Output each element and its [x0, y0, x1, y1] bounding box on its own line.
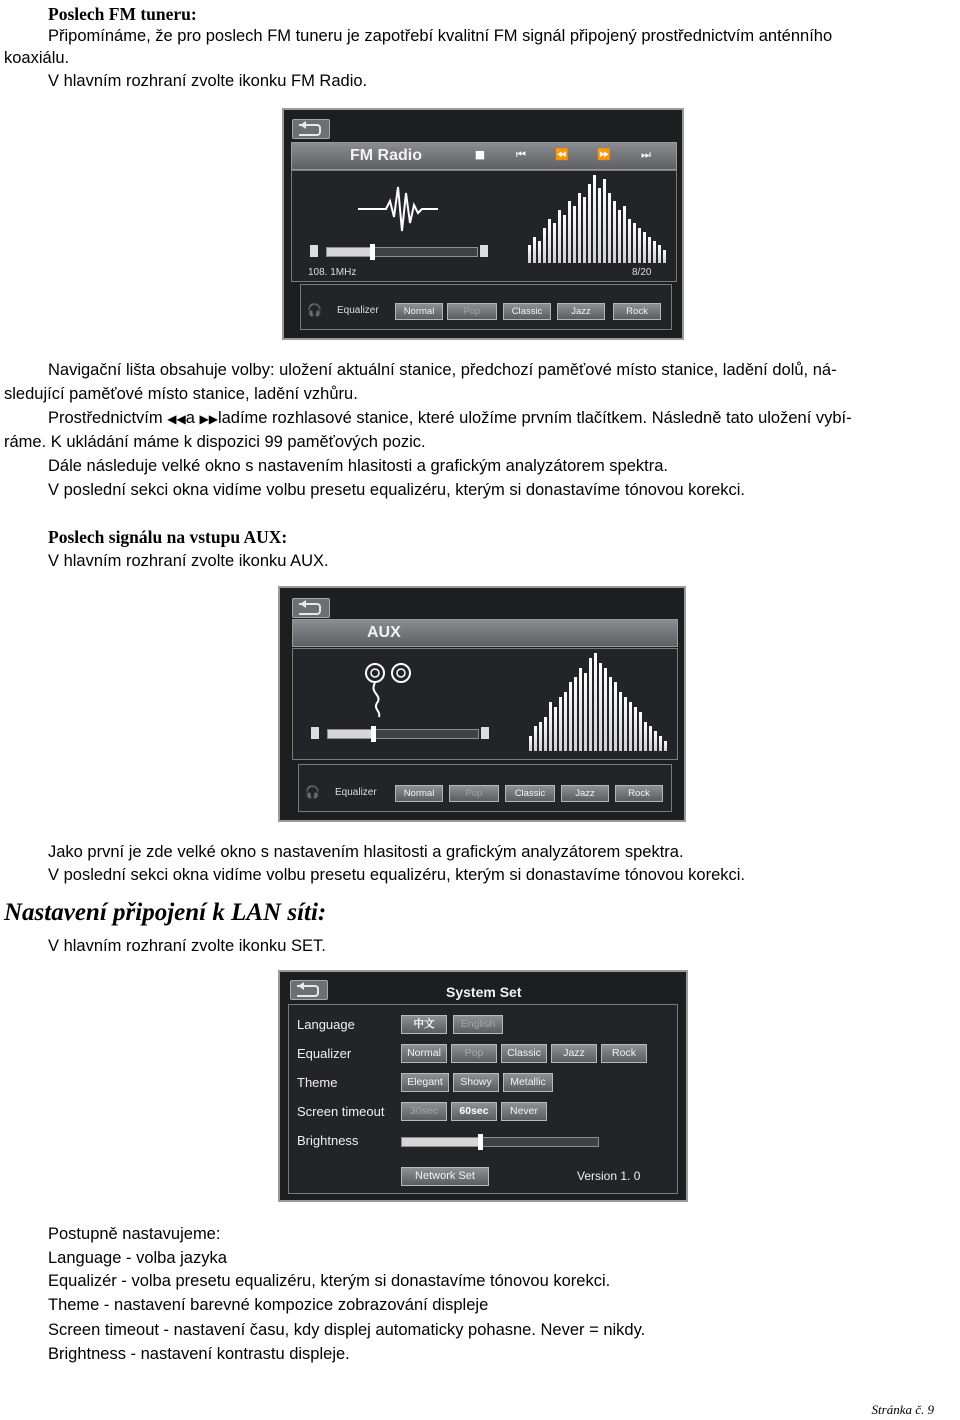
brightness-knob[interactable]: [478, 1134, 483, 1150]
aux-intro: V hlavním rozhraní zvolte ikonku AUX.: [48, 552, 329, 570]
spectrum-bar: [608, 193, 611, 263]
spectrum-bar: [588, 184, 591, 263]
fm-section-title: Poslech FM tuneru:: [48, 4, 197, 24]
headphones-icon: 🎧: [305, 785, 320, 799]
spectrum-bar: [583, 197, 586, 263]
version-label: Version 1. 0: [577, 1169, 641, 1183]
language-label: Language: [297, 1017, 355, 1032]
spectrum-bar: [644, 722, 647, 751]
equalizer-label: Equalizer: [337, 305, 379, 316]
network-set-button[interactable]: Network Set: [401, 1167, 489, 1186]
spectrum-bar: [618, 210, 621, 263]
equalizer-label: Equalizer: [297, 1046, 352, 1061]
spectrum-bar: [529, 736, 532, 751]
settings-list-equalizer: Equalizér - volba presetu equalizéru, kterým si donastavíme tónovou korekci.: [48, 1272, 611, 1290]
next-station-icon[interactable]: ⏭: [641, 148, 651, 161]
spectrum-bar: [639, 712, 642, 751]
spectrum-bar: [539, 722, 542, 751]
spectrum-analyzer: [529, 653, 669, 751]
spectrum-bar: [573, 206, 576, 263]
spectrum-bar: [568, 201, 571, 263]
fm-intro-line-1: Připomínáme, že pro poslech FM tuneru je zapotřebí kvalitní FM signál připojený prostřednictvím anténního: [48, 27, 833, 45]
eq-preset-pop[interactable]: Pop: [447, 303, 497, 320]
volume-slider[interactable]: [326, 247, 478, 257]
nav-desc-line-4: ráme. K ukládání máme k dispozici 99 paměťových pozic.: [4, 433, 426, 451]
spectrum-bar: [554, 707, 557, 751]
back-button[interactable]: [292, 119, 330, 139]
aux-title: AUX: [367, 624, 401, 641]
spectrum-bar: [549, 702, 552, 751]
spectrum-bar: [528, 245, 531, 263]
spectrum-bar: [569, 682, 572, 751]
spectrum-bar: [648, 237, 651, 263]
theme-elegant[interactable]: Elegant: [401, 1073, 449, 1092]
spectrum-bar: [633, 223, 636, 263]
spectrum-bar: [559, 697, 562, 751]
aux-section-title: Poslech signálu na vstupu AUX:: [48, 527, 288, 547]
spectrum-bar: [604, 668, 607, 751]
settings-list-brightness: Brightness - nastavení kontrastu displeje.: [48, 1345, 350, 1363]
spectrum-bar: [658, 245, 661, 263]
save-icon[interactable]: ■: [474, 148, 486, 161]
nav-desc-line-2: sledující paměťové místo stanice, ladění vzhůru.: [4, 385, 358, 403]
nav-desc-line-1: Navigační lišta obsahuje volby: uložení aktuální stanice, předchozí paměťové místo stanice, ladění dolů, ná-: [48, 361, 837, 379]
spectrum-bar: [613, 201, 616, 263]
nav-desc-line-3c: ladíme rozhlasové stanice, které uložíme prvním tlačítkem. Následně tato uložení vybí-: [217, 409, 852, 427]
volume-knob[interactable]: [370, 244, 375, 260]
eq-preset-normal[interactable]: Normal: [395, 303, 443, 320]
volume-speaker-icon: [311, 727, 319, 739]
timeout-never[interactable]: Never: [501, 1102, 547, 1121]
spectrum-bar: [623, 206, 626, 263]
spectrum-bar: [574, 677, 577, 751]
spectrum-analyzer: [528, 175, 668, 263]
language-english[interactable]: English: [453, 1015, 503, 1034]
spectrum-bar: [594, 653, 597, 751]
aux-title-bar: [292, 619, 678, 647]
settings-list-timeout: Screen timeout - nastavení času, kdy displej automaticky pohasne. Never = nikdy.: [48, 1321, 646, 1339]
volume-max-icon: [480, 245, 488, 257]
settings-list-intro: Postupně nastavujeme:: [48, 1225, 221, 1243]
spectrum-bar: [599, 663, 602, 751]
fm-intro-line-2: koaxiálu.: [4, 49, 70, 67]
prev-station-icon[interactable]: ⏮: [516, 148, 526, 161]
eq-option-classic[interactable]: Classic: [501, 1044, 547, 1063]
page-number: [872, 1402, 934, 1418]
nav-desc-line-6: V poslední sekci okna vidíme volbu presetu equalizéru, kterým si donastavíme tónovou korekci.: [48, 481, 746, 499]
system-set-screenshot: [278, 970, 688, 1202]
fm-intro-line-3: V hlavním rozhraní zvolte ikonku FM Radio.: [48, 72, 368, 90]
spectrum-bar: [629, 702, 632, 751]
spectrum-bar: [628, 219, 631, 263]
timeout-60sec[interactable]: 60sec: [451, 1102, 497, 1121]
spectrum-bar: [614, 682, 617, 751]
spectrum-bar: [563, 215, 566, 263]
spectrum-bar: [579, 668, 582, 751]
fm-equalizer-bar: [300, 284, 672, 330]
eq-preset-jazz[interactable]: Jazz: [561, 785, 609, 802]
spectrum-bar: [538, 241, 541, 263]
page-number-value: 9: [927, 1402, 934, 1417]
spectrum-bar: [548, 219, 551, 263]
headphones-icon: 🎧: [307, 303, 322, 317]
timeout-30sec[interactable]: 30sec: [401, 1102, 447, 1121]
volume-max-icon: [481, 727, 489, 739]
spectrum-bar: [638, 228, 641, 263]
spectrum-bar: [584, 673, 587, 751]
spectrum-bar: [603, 179, 606, 263]
brightness-label: Brightness: [297, 1133, 359, 1148]
system-set-title: System Set: [446, 984, 522, 1000]
eq-option-pop[interactable]: Pop: [451, 1044, 497, 1063]
eq-option-rock[interactable]: Rock: [601, 1044, 647, 1063]
spectrum-bar: [598, 188, 601, 263]
volume-knob[interactable]: [371, 726, 376, 742]
spectrum-bar: [649, 726, 652, 751]
fm-title: FM Radio: [350, 147, 422, 164]
seek-up-inline-icon: ▶▶: [199, 412, 218, 426]
eq-preset-rock[interactable]: Rock: [613, 303, 661, 320]
settings-panel: [288, 1004, 678, 1194]
spectrum-bar: [593, 175, 596, 263]
settings-list-language: Language - volba jazyka: [48, 1249, 227, 1267]
aux-connector-icon: [359, 659, 419, 719]
spectrum-bar: [534, 726, 537, 751]
spectrum-bar: [558, 210, 561, 263]
spectrum-bar: [544, 717, 547, 751]
nav-desc-line-3a: Prostřednictvím: [48, 409, 163, 427]
screen-timeout-label: Screen timeout: [297, 1104, 385, 1119]
aux-desc-line-1: Jako první je zde velké okno s nastavením hlasitosti a grafickým analyzátorem spektra.: [48, 843, 684, 861]
spectrum-bar: [624, 697, 627, 751]
spectrum-bar: [533, 237, 536, 263]
page-number-label: Stránka č.: [871, 1402, 925, 1417]
spectrum-bar: [619, 692, 622, 751]
spectrum-bar: [654, 731, 657, 751]
eq-preset-classic[interactable]: Classic: [505, 785, 555, 802]
spectrum-bar: [643, 232, 646, 263]
spectrum-bar: [578, 193, 581, 263]
language-chinese[interactable]: 中文: [401, 1015, 447, 1034]
eq-preset-rock[interactable]: Rock: [615, 785, 663, 802]
seek-down-icon[interactable]: ⏪: [555, 148, 569, 161]
waveform-icon: [358, 179, 438, 239]
preset-position: 8/20: [632, 267, 652, 278]
aux-desc-line-2: V poslední sekci okna vidíme volbu presetu equalizéru, kterým si donastavíme tónovou korekci.: [48, 866, 746, 884]
eq-preset-jazz[interactable]: Jazz: [557, 303, 605, 320]
volume-speaker-icon: [310, 245, 318, 257]
seek-down-inline-icon: ◀◀: [167, 412, 186, 426]
spectrum-bar: [553, 223, 556, 263]
brightness-slider[interactable]: [401, 1137, 599, 1147]
nav-desc-line-3: [48, 406, 852, 431]
fm-radio-screenshot: [282, 108, 684, 340]
spectrum-bar: [634, 707, 637, 751]
settings-list-theme: Theme - nastavení barevné kompozice zobrazování displeje: [48, 1296, 489, 1314]
aux-main-window: [292, 648, 678, 760]
fm-main-window: [291, 170, 677, 282]
fm-title-bar: [291, 142, 677, 170]
aux-screenshot: [278, 586, 686, 822]
frequency-readout: 108. 1MHz: [308, 267, 357, 278]
volume-fill: [327, 248, 372, 256]
volume-slider[interactable]: [327, 729, 479, 739]
back-button[interactable]: [292, 598, 330, 618]
eq-option-normal[interactable]: Normal: [401, 1044, 447, 1063]
aux-equalizer-bar: [298, 764, 672, 812]
seek-up-icon[interactable]: ⏩: [597, 148, 611, 161]
spectrum-bar: [609, 677, 612, 751]
theme-showy[interactable]: Showy: [453, 1073, 499, 1092]
spectrum-bar: [653, 241, 656, 263]
nav-desc-line-5: Dále následuje velké okno s nastavením hlasitosti a grafickým analyzátorem spektra.: [48, 457, 668, 475]
brightness-fill: [402, 1138, 480, 1146]
nav-desc-line-3b: a: [185, 409, 195, 427]
back-button[interactable]: [290, 980, 328, 1000]
spectrum-bar: [663, 250, 666, 263]
lan-intro: V hlavním rozhraní zvolte ikonku SET.: [48, 937, 326, 955]
spectrum-bar: [664, 741, 667, 751]
theme-label: Theme: [297, 1075, 338, 1090]
spectrum-bar: [659, 736, 662, 751]
eq-preset-classic[interactable]: Classic: [503, 303, 551, 320]
eq-preset-normal[interactable]: Normal: [395, 785, 443, 802]
eq-preset-pop[interactable]: Pop: [449, 785, 499, 802]
spectrum-bar: [589, 658, 592, 751]
lan-heading: Nastavení připojení k LAN síti:: [4, 899, 327, 926]
equalizer-label: Equalizer: [335, 787, 377, 798]
spectrum-bar: [564, 692, 567, 751]
volume-fill: [328, 730, 373, 738]
theme-metallic[interactable]: Metallic: [503, 1073, 553, 1092]
spectrum-bar: [543, 228, 546, 263]
eq-option-jazz[interactable]: Jazz: [551, 1044, 597, 1063]
